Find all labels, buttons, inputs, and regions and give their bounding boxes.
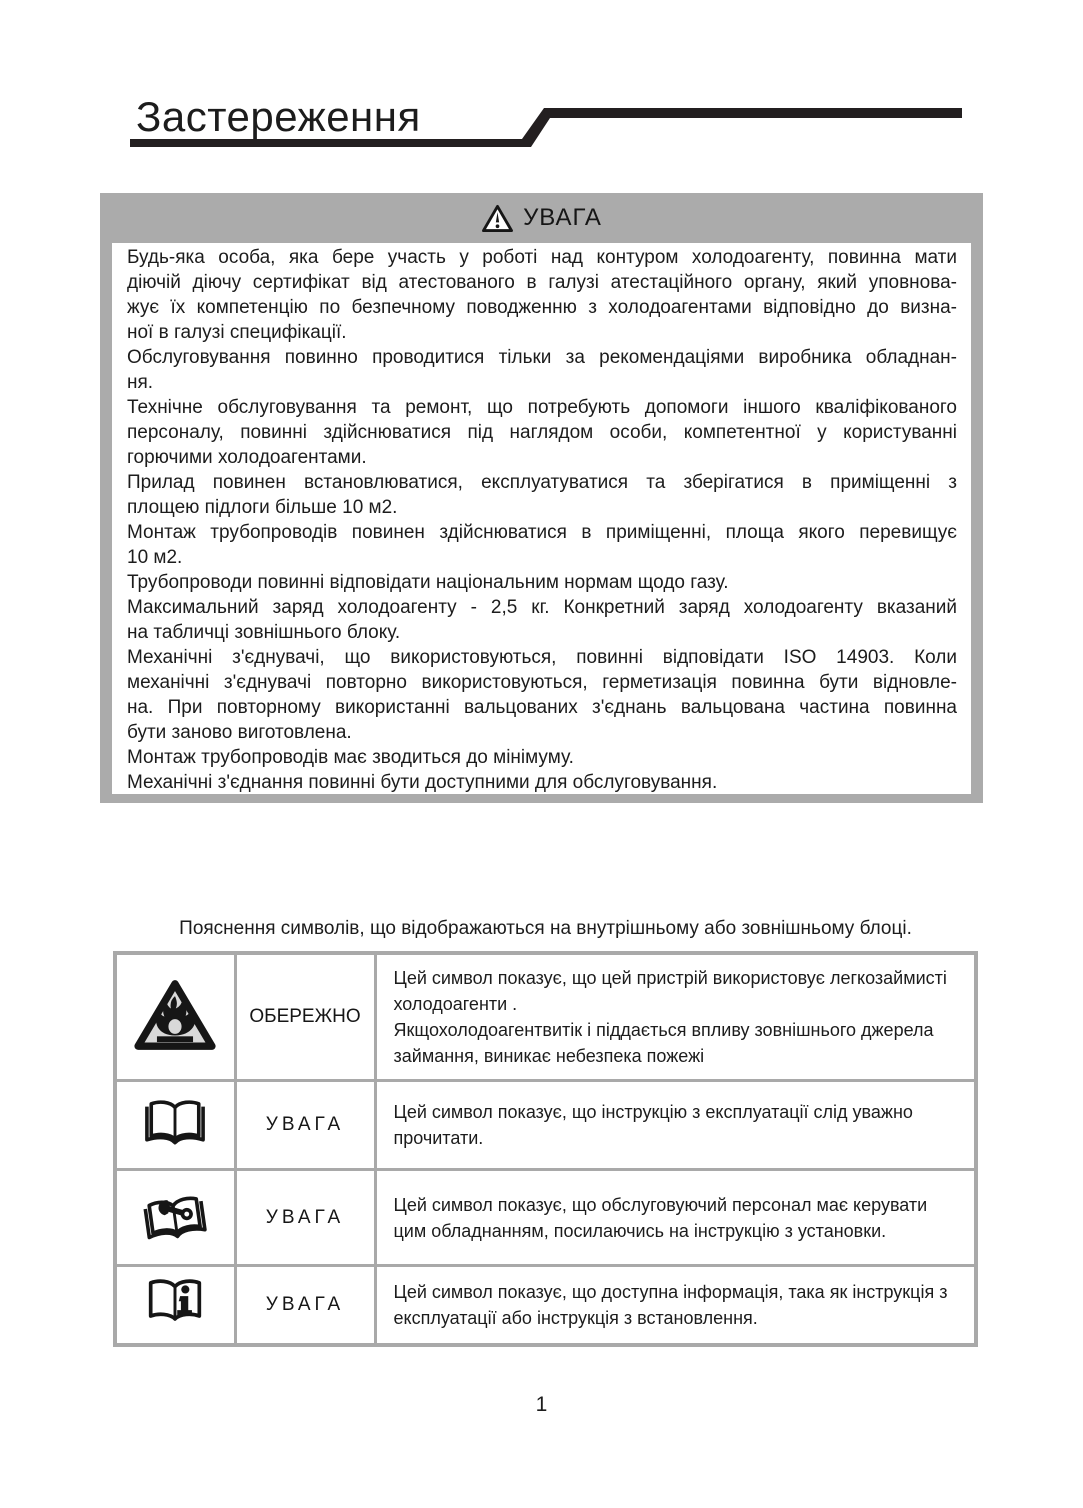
symbol-description: Цей символ показує, що цей пристрій використовує легкозаймисті холодоагенти . bbox=[393, 968, 947, 1014]
table-row bbox=[115, 953, 976, 1081]
warning-text-line: Механічні з'єднання повинні бути доступними для обслуговування. bbox=[127, 772, 718, 793]
service-manual-icon bbox=[139, 1186, 211, 1244]
warning-text-line: Прилад повинен встановлюватися, експлуатуватися та зберігатися в приміщенні з bbox=[127, 472, 957, 493]
symbols-table bbox=[113, 951, 978, 1347]
warning-text-line: ної в галузі специфікації. bbox=[127, 322, 347, 343]
warning-text-line: жує їх компетенцію по безпечному поводженню з холодоагентами відповідно до визна- bbox=[127, 297, 957, 318]
warning-text-line: на табличці зовнішнього блоку. bbox=[127, 622, 401, 643]
table-row bbox=[115, 1266, 976, 1345]
warning-text-line: Монтаж трубопроводів повинен здійснюватися в приміщенні, площа якого перевищує bbox=[127, 522, 957, 543]
warning-text-line: ня. bbox=[127, 372, 154, 393]
symbol-label: ОБЕРЕЖНО bbox=[235, 953, 375, 1081]
symbol-label: УВАГА bbox=[235, 1081, 375, 1170]
symbol-label: УВАГА bbox=[235, 1266, 375, 1345]
warning-text-line: механічні з'єднувачі повторно використовуються, герметизація повинна бути відновле- bbox=[127, 672, 957, 693]
warning-text-line: Монтаж трубопроводів має зводиться до мінімуму. bbox=[127, 747, 574, 768]
symbol-description: Цей символ показує, що інструкцію з експлуатації слід уважно прочитати. bbox=[393, 1102, 913, 1148]
page-number: 1 bbox=[535, 1393, 548, 1416]
warning-text-line: Трубопроводи повинні відповідати національним нормам щодо газу. bbox=[127, 572, 729, 593]
warning-panel bbox=[100, 193, 983, 803]
warning-text-line: 10 м2. bbox=[127, 547, 183, 568]
warning-panel-header bbox=[100, 193, 983, 243]
warning-text-line: на. При повторному використанні вальцованих з'єднань вальцована частина повинна bbox=[127, 697, 957, 718]
warning-text-line: Обслуговування повинно проводитися тільки за рекомендаціями виробника обладнан- bbox=[127, 347, 957, 368]
symbol-label: УВАГА bbox=[235, 1170, 375, 1266]
table-row bbox=[115, 1081, 976, 1170]
warning-text-line: Будь-яка особа, яка бере участь у роботі над контуром холодоагенту, повинна мати bbox=[127, 247, 957, 268]
read-manual-icon bbox=[139, 1095, 211, 1150]
page-title: Застереження bbox=[136, 93, 421, 140]
warning-text-line: персоналу, повинні здійснюватися під наглядом особи, компетентної у користуванні bbox=[127, 422, 957, 443]
symbols-caption: Пояснення символів, що відображаються на внутрішньому або зовнішньому блоці. bbox=[179, 918, 912, 939]
table-row bbox=[115, 1170, 976, 1266]
warning-text-box bbox=[112, 243, 971, 794]
flammable-warning-icon bbox=[134, 978, 216, 1052]
warning-text-line: діючій діючу сертифікат від атестованого в галузі атестаційного органу, який уповнова- bbox=[127, 272, 957, 293]
warning-text-line: горючими холодоагентами. bbox=[127, 447, 367, 468]
warning-triangle-icon bbox=[481, 204, 514, 233]
title-rule-decoration bbox=[98, 85, 983, 160]
symbol-description: Якщохолодоагентвитік і піддається впливу зовнішнього джерела займання, виникає небезпека пожежі bbox=[393, 1020, 934, 1066]
symbol-description: Цей символ показує, що доступна інформація, така як інструкція з експлуатації або інструкція з встановлення. bbox=[393, 1281, 948, 1328]
warning-text-line: Механічні з'єднувачі, що використовуються, повинні відповідати ISO 14903. Коли bbox=[127, 647, 957, 668]
warning-text-line: бути заново виготовлена. bbox=[127, 722, 352, 743]
warning-text-line: Технічне обслуговування та ремонт, що потребують допомоги іншого кваліфікованого bbox=[127, 397, 957, 418]
symbol-description: Цей символ показує, що обслуговуючий персонал має керувати цим обладнанням, посилаючись на інструкцію з установки. bbox=[393, 1194, 928, 1241]
warning-header-label: УВАГА bbox=[523, 204, 602, 231]
warning-text-line: площею підлоги більше 10 м2. bbox=[127, 497, 398, 518]
warning-text-line: Максимальний заряд холодоагенту - 2,5 кг. Конкретний заряд холодоагенту вказаний bbox=[127, 597, 957, 618]
info-manual-icon bbox=[138, 1274, 212, 1330]
